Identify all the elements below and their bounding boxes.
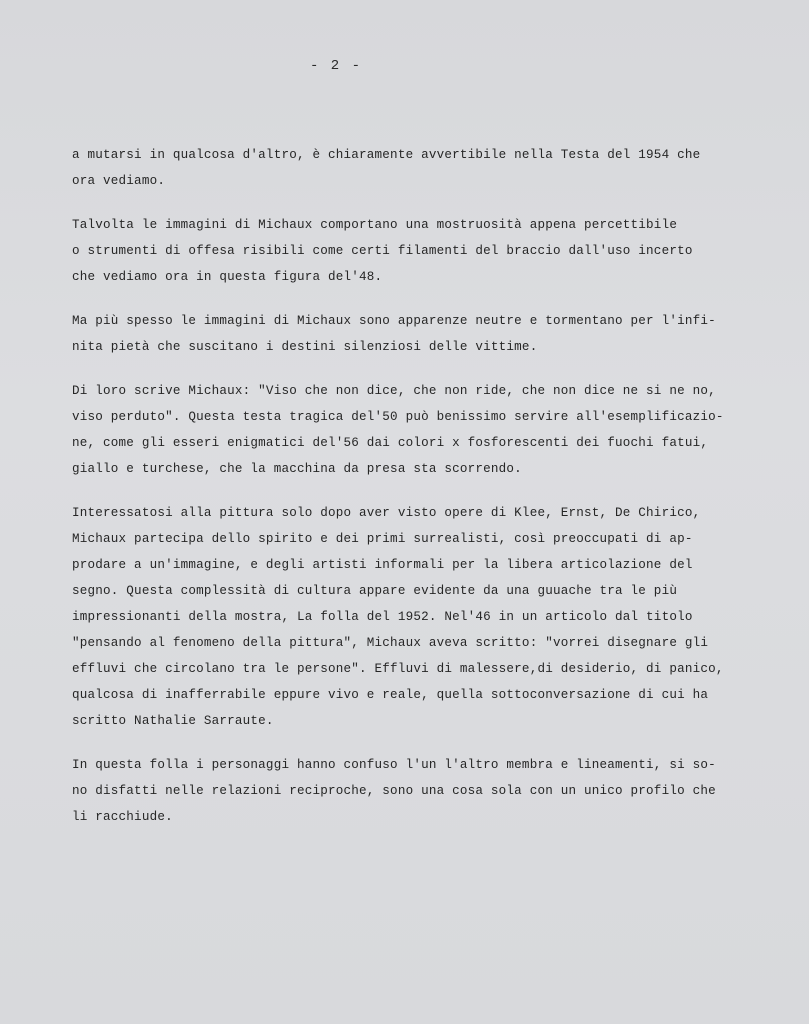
text-line: a mutarsi in qualcosa d'altro, è chiaramente avvertibile nella Testa del 1954 che [72, 148, 701, 162]
text-line: scritto Nathalie Sarraute. [72, 714, 274, 728]
paragraph [72, 308, 762, 360]
paragraph [72, 142, 762, 194]
text-line: ora vediamo. [72, 174, 166, 188]
paragraph [72, 212, 762, 290]
text-line: segno. Questa complessità di cultura appare evidente da una guuache tra le più [72, 584, 678, 598]
text-line: che vediamo ora in questa figura del'48. [72, 270, 383, 284]
text-line: Talvolta le immagini di Michaux comportano una mostruosità appena percettibile [72, 218, 678, 232]
text-line: Di loro scrive Michaux: "Viso che non dice, che non ride, che non dice ne si ne no, [72, 384, 716, 398]
text-line: giallo e turchese, che la macchina da presa sta scorrendo. [72, 462, 522, 476]
text-line: li racchiude. [72, 810, 173, 824]
text-line: In questa folla i personaggi hanno confuso l'un l'altro membra e lineamenti, si so- [72, 758, 716, 772]
paragraph [72, 378, 762, 482]
text-line: no disfatti nelle relazioni reciproche, sono una cosa sola con un unico profilo che [72, 784, 716, 798]
text-line: prodare a un'immagine, e degli artisti informali per la libera articolazione del [72, 558, 693, 572]
text-line: effluvi che circolano tra le persone". Effluvi di malessere,di desiderio, di panico, [72, 662, 724, 676]
text-line: Michaux partecipa dello spirito e dei primi surrealisti, così preoccupati di ap- [72, 532, 693, 546]
text-line: o strumenti di offesa risibili come certi filamenti del braccio dall'uso incerto [72, 244, 693, 258]
paragraph [72, 500, 762, 734]
text-line: ne, come gli esseri enigmatici del'56 dai colori x fosforescenti dei fuochi fatui, [72, 436, 709, 450]
text-line: viso perduto". Questa testa tragica del'50 può benissimo servire all'esemplificazio- [72, 410, 724, 424]
text-line: impressionanti della mostra, La folla del 1952. Nel'46 in un articolo dal titolo [72, 610, 693, 624]
text-line: "pensando al fenomeno della pittura", Michaux aveva scritto: "vorrei disegnare gli [72, 636, 709, 650]
typewritten-body [72, 142, 762, 848]
text-line: nita pietà che suscitano i destini silenziosi delle vittime. [72, 340, 538, 354]
paragraph [72, 752, 762, 830]
page-number: - 2 - [309, 58, 362, 74]
text-line: Interessatosi alla pittura solo dopo aver visto opere di Klee, Ernst, De Chirico, [72, 506, 701, 520]
text-line: qualcosa di inafferrabile eppure vivo e reale, quella sottoconversazione di cui ha [72, 688, 709, 702]
text-line: Ma più spesso le immagini di Michaux sono apparenze neutre e tormentano per l'infi- [72, 314, 716, 328]
